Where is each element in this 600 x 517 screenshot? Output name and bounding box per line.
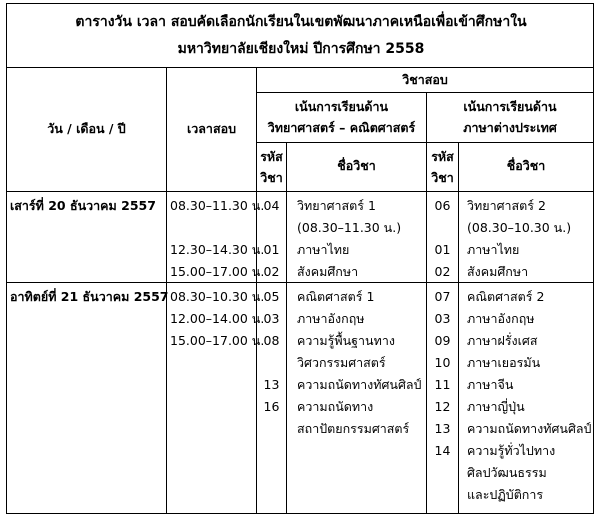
rule-header-bottom: [7, 191, 593, 192]
day2-lang-name: ความรู้ทั่วไปทาง: [467, 443, 556, 458]
day2-lang-name: ภาษาอังกฤษ: [467, 311, 535, 326]
title-line-1: ตารางวัน เวลา สอบคัดเลือกนักเรียนในเขตพัฒนาภาคเหนือเพื่อเข้าศึกษาใน: [75, 14, 527, 30]
header-date: วัน / เดือน / ปี: [47, 121, 126, 136]
day1-sci-code: 02: [263, 264, 280, 279]
day2-sci-name: ความถนัดทาง: [297, 399, 374, 414]
header-time: เวลาสอบ: [186, 121, 237, 136]
day2-lang-code: 11: [434, 377, 451, 392]
header-sci-code-2: วิชา: [260, 170, 283, 185]
day2-lang-name: ภาษาเยอรมัน: [467, 355, 541, 370]
day2-lang-name: ภาษาจีน: [467, 377, 514, 392]
header-lang-track-1: เน้นการเรียนด้าน: [463, 99, 557, 114]
day2-sci-name: สถาปัตยกรรมศาสตร์: [297, 421, 410, 436]
day1-date: เสาร์ที่ 20 ธันวาคม 2557: [10, 198, 156, 213]
day2-lang-code: 10: [434, 355, 451, 370]
day2-sci-code: 16: [263, 399, 280, 414]
day1-time: 12.30–14.30 น.: [170, 242, 265, 257]
day1-sci-name: สังคมศึกษา: [297, 264, 359, 279]
day2-lang-code: 13: [434, 421, 451, 436]
title-line-2: มหาวิทยาลัยเชียงใหม่ ปีการศึกษา 2558: [177, 41, 425, 57]
day2-lang-name: และปฏิบัติการ: [467, 487, 544, 502]
day2-lang-code: 09: [434, 333, 451, 348]
day1-lang-name: วิทยาศาสตร์ 2: [467, 198, 546, 213]
day2-lang-code: 03: [434, 311, 451, 326]
header-lang-code-2: วิชา: [431, 170, 454, 185]
header-sci-track-1: เน้นการเรียนด้าน: [294, 99, 389, 114]
header-lang-track-2: ภาษาต่างประเทศ: [463, 120, 557, 135]
day1-sci-name: ภาษาไทย: [297, 242, 350, 257]
day1-lang-name: สังคมศึกษา: [467, 264, 529, 279]
rule-title-bottom: [7, 67, 593, 68]
rule-lang-code: [458, 142, 459, 513]
day2-lang-name: คณิตศาสตร์ 2: [467, 289, 545, 304]
rule-sci-code: [286, 142, 287, 513]
day2-lang-name: ภาษาญี่ปุ่น: [467, 399, 525, 414]
day1-lang-name: ภาษาไทย: [467, 242, 520, 257]
header-sci-code-1: รหัส: [260, 149, 283, 164]
day2-date: อาทิตย์ที่ 21 ธันวาคม 2557: [10, 289, 169, 304]
exam-schedule-table: [6, 3, 594, 514]
day1-sci-name: วิทยาศาสตร์ 1: [297, 198, 376, 213]
day2-sci-name: ความรู้พื้นฐานทาง: [297, 333, 395, 348]
day2-time: 15.00–17.00 น.: [170, 333, 265, 348]
day2-lang-code: 14: [434, 443, 451, 458]
day2-lang-name: ศิลปวัฒนธรรม: [467, 465, 547, 480]
header-lang-name: ชื่อวิชา: [506, 158, 546, 173]
day2-sci-code: 13: [263, 377, 280, 392]
day1-sci-name: (08.30–11.30 น.): [297, 220, 402, 235]
day1-lang-name: (08.30–10.30 น.): [467, 220, 572, 235]
header-subjects: วิชาสอบ: [402, 72, 448, 87]
day1-time: 08.30–11.30 น.: [170, 198, 265, 213]
day2-sci-name: วิศวกรรมศาสตร์: [297, 355, 386, 370]
rule-track-bottom: [256, 142, 593, 143]
rule-day1-bottom: [7, 282, 593, 283]
day2-sci-name: คณิตศาสตร์ 1: [297, 289, 375, 304]
day2-sci-code: 08: [263, 333, 280, 348]
day1-lang-code: 01: [434, 242, 451, 257]
day2-sci-code: 05: [263, 289, 280, 304]
rule-subjects-bottom: [256, 92, 593, 93]
header-sci-track-2: วิทยาศาสตร์ – คณิตศาสตร์: [267, 120, 416, 135]
header-sci-name: ชื่อวิชา: [337, 158, 376, 173]
day2-sci-code: 03: [263, 311, 280, 326]
day2-lang-name: ภาษาฝรั่งเศส: [467, 333, 538, 348]
day2-lang-code: 07: [434, 289, 451, 304]
day2-time: 08.30–10.30 น.: [170, 289, 265, 304]
day2-lang-code: 12: [434, 399, 451, 414]
day1-lang-code: 02: [434, 264, 451, 279]
day2-lang-name: ความถนัดทางทัศนศิลป์: [467, 421, 592, 436]
day1-lang-code: 06: [434, 198, 451, 213]
day1-time: 15.00–17.00 น.: [170, 264, 265, 279]
day1-sci-code: 01: [263, 242, 280, 257]
day2-sci-name: ความถนัดทางทัศนศิลป์: [297, 377, 422, 392]
day2-time: 12.00–14.00 น.: [170, 311, 265, 326]
header-lang-code-1: รหัส: [431, 149, 454, 164]
day2-sci-name: ภาษาอังกฤษ: [297, 311, 365, 326]
day1-sci-code: 04: [263, 198, 280, 213]
